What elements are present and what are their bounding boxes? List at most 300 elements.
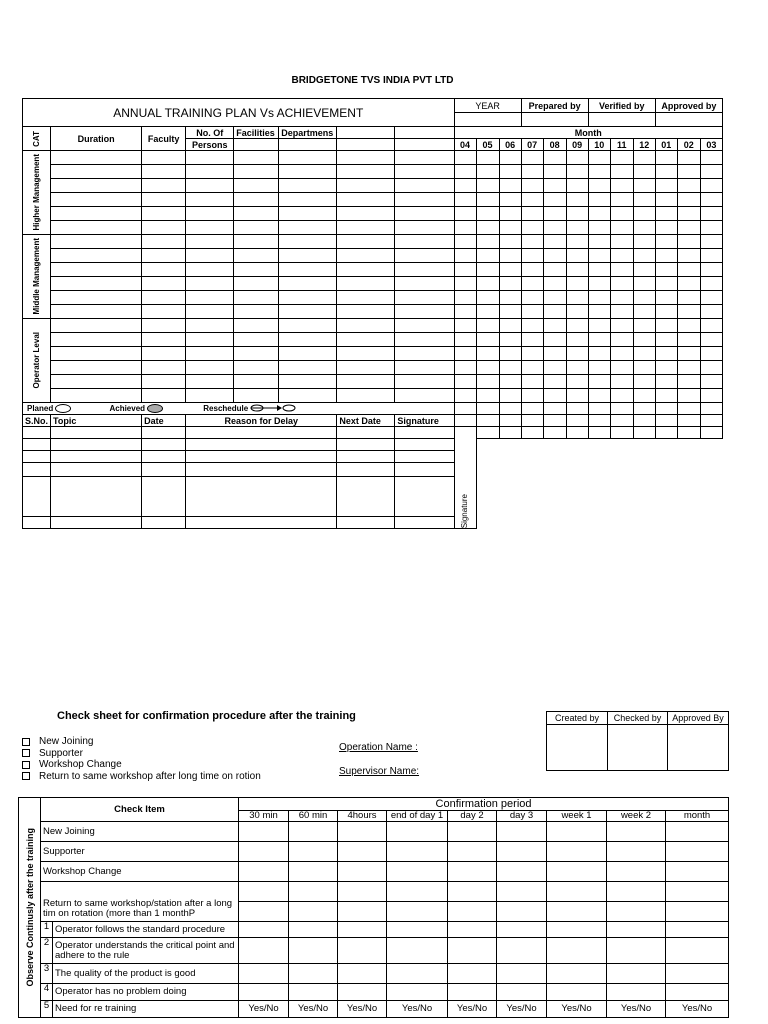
verified-by-value[interactable]	[588, 113, 655, 127]
checked-by-signature[interactable]	[608, 725, 668, 771]
grid-cell[interactable]	[499, 333, 521, 347]
grid-cell[interactable]	[234, 361, 279, 375]
grid-cell[interactable]	[610, 319, 633, 333]
grid-cell[interactable]	[521, 319, 543, 333]
period-cell[interactable]	[448, 984, 497, 1001]
grid-cell[interactable]	[700, 415, 722, 427]
grid-cell[interactable]	[588, 207, 610, 221]
period-cell[interactable]	[497, 902, 547, 922]
grid-cell[interactable]	[23, 517, 51, 529]
grid-cell[interactable]	[543, 207, 566, 221]
grid-cell[interactable]	[142, 263, 186, 277]
grid-cell[interactable]	[566, 361, 588, 375]
grid-cell[interactable]	[454, 389, 476, 403]
grid-cell[interactable]	[476, 319, 499, 333]
grid-cell[interactable]	[454, 291, 476, 305]
grid-cell[interactable]	[588, 165, 610, 179]
grid-cell[interactable]	[521, 249, 543, 263]
grid-cell[interactable]	[337, 277, 395, 291]
grid-cell[interactable]	[633, 249, 655, 263]
grid-cell[interactable]	[633, 427, 655, 439]
grid-cell[interactable]	[655, 221, 677, 235]
grid-cell[interactable]	[279, 389, 337, 403]
grid-cell[interactable]	[677, 389, 700, 403]
grid-cell[interactable]	[521, 235, 543, 249]
grid-cell[interactable]	[234, 235, 279, 249]
period-cell[interactable]	[239, 984, 289, 1001]
grid-cell[interactable]	[395, 517, 454, 529]
grid-cell[interactable]	[499, 249, 521, 263]
option-supporter[interactable]: Supporter	[22, 748, 261, 760]
grid-cell[interactable]	[700, 427, 722, 439]
grid-cell[interactable]	[279, 263, 337, 277]
grid-cell[interactable]	[677, 319, 700, 333]
grid-cell[interactable]	[543, 263, 566, 277]
grid-cell[interactable]	[677, 151, 700, 165]
grid-cell[interactable]	[234, 221, 279, 235]
grid-cell[interactable]	[142, 151, 186, 165]
grid-cell[interactable]	[142, 277, 186, 291]
grid-cell[interactable]	[337, 477, 395, 517]
grid-cell[interactable]	[633, 263, 655, 277]
grid-cell[interactable]	[610, 361, 633, 375]
period-cell[interactable]	[387, 922, 448, 938]
grid-cell[interactable]	[566, 389, 588, 403]
period-cell[interactable]	[239, 862, 289, 882]
grid-cell[interactable]	[677, 347, 700, 361]
grid-cell[interactable]	[234, 179, 279, 193]
grid-cell[interactable]	[566, 305, 588, 319]
grid-cell[interactable]	[633, 403, 655, 415]
grid-cell[interactable]	[51, 375, 142, 389]
grid-cell[interactable]	[279, 249, 337, 263]
grid-cell[interactable]	[476, 179, 499, 193]
grid-cell[interactable]	[454, 235, 476, 249]
grid-cell[interactable]	[633, 235, 655, 249]
grid-cell[interactable]	[476, 347, 499, 361]
blank-header[interactable]	[395, 139, 454, 151]
grid-cell[interactable]	[476, 249, 499, 263]
grid-cell[interactable]	[633, 375, 655, 389]
grid-cell[interactable]	[700, 389, 722, 403]
grid-cell[interactable]	[142, 319, 186, 333]
grid-cell[interactable]	[655, 207, 677, 221]
grid-cell[interactable]	[454, 319, 476, 333]
grid-cell[interactable]	[700, 277, 722, 291]
grid-cell[interactable]	[655, 151, 677, 165]
grid-cell[interactable]	[543, 347, 566, 361]
grid-cell[interactable]	[454, 333, 476, 347]
period-cell[interactable]	[387, 902, 448, 922]
yes-no-cell[interactable]: Yes/No	[338, 1001, 387, 1018]
grid-cell[interactable]	[700, 291, 722, 305]
grid-cell[interactable]	[700, 207, 722, 221]
grid-cell[interactable]	[51, 151, 142, 165]
grid-cell[interactable]	[677, 403, 700, 415]
grid-cell[interactable]	[499, 235, 521, 249]
grid-cell[interactable]	[521, 333, 543, 347]
yes-no-cell[interactable]: Yes/No	[239, 1001, 289, 1018]
grid-cell[interactable]	[610, 151, 633, 165]
grid-cell[interactable]	[142, 463, 186, 477]
grid-cell[interactable]	[186, 165, 234, 179]
blank-header[interactable]	[279, 139, 337, 151]
grid-cell[interactable]	[454, 347, 476, 361]
grid-cell[interactable]	[521, 277, 543, 291]
grid-cell[interactable]	[51, 389, 142, 403]
grid-cell[interactable]	[395, 207, 454, 221]
grid-cell[interactable]	[454, 249, 476, 263]
prepared-by-value[interactable]	[521, 113, 588, 127]
grid-cell[interactable]	[633, 207, 655, 221]
period-cell[interactable]	[547, 938, 607, 964]
grid-cell[interactable]	[588, 235, 610, 249]
grid-cell[interactable]	[543, 415, 566, 427]
grid-cell[interactable]	[700, 319, 722, 333]
grid-cell[interactable]	[186, 151, 234, 165]
grid-cell[interactable]	[51, 221, 142, 235]
grid-cell[interactable]	[610, 389, 633, 403]
period-cell[interactable]	[607, 882, 666, 902]
grid-cell[interactable]	[337, 193, 395, 207]
grid-cell[interactable]	[454, 415, 476, 427]
grid-cell[interactable]	[633, 221, 655, 235]
period-cell[interactable]	[607, 902, 666, 922]
period-cell[interactable]	[387, 822, 448, 842]
grid-cell[interactable]	[476, 207, 499, 221]
grid-cell[interactable]	[521, 207, 543, 221]
grid-cell[interactable]	[234, 165, 279, 179]
period-cell[interactable]	[547, 862, 607, 882]
grid-cell[interactable]	[454, 375, 476, 389]
grid-cell[interactable]	[543, 375, 566, 389]
grid-cell[interactable]	[521, 179, 543, 193]
yes-no-cell[interactable]: Yes/No	[387, 1001, 448, 1018]
checkbox-icon[interactable]	[22, 761, 30, 769]
grid-cell[interactable]	[543, 235, 566, 249]
grid-cell[interactable]	[700, 305, 722, 319]
grid-cell[interactable]	[234, 375, 279, 389]
grid-cell[interactable]	[543, 389, 566, 403]
period-cell[interactable]	[448, 964, 497, 984]
period-cell[interactable]	[387, 842, 448, 862]
grid-cell[interactable]	[588, 277, 610, 291]
period-cell[interactable]	[239, 938, 289, 964]
grid-cell[interactable]	[610, 427, 633, 439]
grid-cell[interactable]	[395, 477, 454, 517]
grid-cell[interactable]	[566, 347, 588, 361]
grid-cell[interactable]	[700, 235, 722, 249]
approved-by-signature[interactable]	[668, 725, 729, 771]
period-cell[interactable]	[497, 882, 547, 902]
grid-cell[interactable]	[454, 151, 476, 165]
grid-cell[interactable]	[566, 235, 588, 249]
grid-cell[interactable]	[588, 291, 610, 305]
grid-cell[interactable]	[521, 151, 543, 165]
period-cell[interactable]	[497, 964, 547, 984]
grid-cell[interactable]	[142, 347, 186, 361]
blank-header[interactable]	[337, 139, 395, 151]
period-cell[interactable]	[448, 842, 497, 862]
grid-cell[interactable]	[677, 263, 700, 277]
grid-cell[interactable]	[186, 477, 337, 517]
grid-cell[interactable]	[543, 193, 566, 207]
grid-cell[interactable]	[51, 333, 142, 347]
option-new-joining[interactable]: New Joining	[22, 736, 261, 748]
grid-cell[interactable]	[337, 249, 395, 263]
grid-cell[interactable]	[337, 305, 395, 319]
grid-cell[interactable]	[655, 347, 677, 361]
grid-cell[interactable]	[499, 165, 521, 179]
grid-cell[interactable]	[186, 319, 234, 333]
grid-cell[interactable]	[395, 319, 454, 333]
grid-cell[interactable]	[588, 415, 610, 427]
grid-cell[interactable]	[521, 361, 543, 375]
grid-cell[interactable]	[476, 375, 499, 389]
period-cell[interactable]	[338, 902, 387, 922]
grid-cell[interactable]	[499, 179, 521, 193]
grid-cell[interactable]	[610, 263, 633, 277]
grid-cell[interactable]	[476, 165, 499, 179]
grid-cell[interactable]	[521, 221, 543, 235]
period-cell[interactable]	[448, 902, 497, 922]
grid-cell[interactable]	[51, 517, 142, 529]
grid-cell[interactable]	[142, 179, 186, 193]
grid-cell[interactable]	[655, 319, 677, 333]
grid-cell[interactable]	[499, 403, 521, 415]
grid-cell[interactable]	[476, 193, 499, 207]
grid-cell[interactable]	[655, 263, 677, 277]
grid-cell[interactable]	[395, 291, 454, 305]
grid-cell[interactable]	[186, 427, 337, 439]
grid-cell[interactable]	[51, 291, 142, 305]
grid-cell[interactable]	[23, 439, 51, 451]
grid-cell[interactable]	[499, 415, 521, 427]
period-cell[interactable]	[497, 938, 547, 964]
grid-cell[interactable]	[186, 193, 234, 207]
period-cell[interactable]	[666, 922, 729, 938]
grid-cell[interactable]	[279, 333, 337, 347]
grid-cell[interactable]	[633, 347, 655, 361]
period-cell[interactable]	[666, 938, 729, 964]
grid-cell[interactable]	[142, 221, 186, 235]
grid-cell[interactable]	[395, 463, 454, 477]
grid-cell[interactable]	[610, 375, 633, 389]
grid-cell[interactable]	[51, 249, 142, 263]
grid-cell[interactable]	[234, 291, 279, 305]
grid-cell[interactable]	[655, 375, 677, 389]
grid-cell[interactable]	[610, 415, 633, 427]
grid-cell[interactable]	[588, 221, 610, 235]
grid-cell[interactable]	[142, 451, 186, 463]
period-cell[interactable]	[607, 984, 666, 1001]
grid-cell[interactable]	[142, 333, 186, 347]
period-cell[interactable]	[547, 922, 607, 938]
grid-cell[interactable]	[234, 305, 279, 319]
grid-cell[interactable]	[588, 427, 610, 439]
grid-cell[interactable]	[633, 193, 655, 207]
period-cell[interactable]	[497, 862, 547, 882]
grid-cell[interactable]	[186, 235, 234, 249]
period-cell[interactable]	[448, 922, 497, 938]
grid-cell[interactable]	[476, 415, 499, 427]
grid-cell[interactable]	[499, 277, 521, 291]
grid-cell[interactable]	[279, 291, 337, 305]
grid-cell[interactable]	[588, 361, 610, 375]
grid-cell[interactable]	[476, 361, 499, 375]
grid-cell[interactable]	[234, 347, 279, 361]
grid-cell[interactable]	[633, 305, 655, 319]
grid-cell[interactable]	[395, 389, 454, 403]
grid-cell[interactable]	[476, 427, 499, 439]
period-cell[interactable]	[497, 984, 547, 1001]
grid-cell[interactable]	[655, 305, 677, 319]
grid-cell[interactable]	[566, 415, 588, 427]
grid-cell[interactable]	[186, 333, 234, 347]
period-cell[interactable]	[289, 922, 338, 938]
grid-cell[interactable]	[633, 333, 655, 347]
period-cell[interactable]	[289, 984, 338, 1001]
yes-no-cell[interactable]: Yes/No	[448, 1001, 497, 1018]
period-cell[interactable]	[289, 902, 338, 922]
period-cell[interactable]	[448, 862, 497, 882]
period-cell[interactable]	[547, 902, 607, 922]
grid-cell[interactable]	[677, 333, 700, 347]
grid-cell[interactable]	[337, 427, 395, 439]
grid-cell[interactable]	[610, 347, 633, 361]
grid-cell[interactable]	[655, 361, 677, 375]
grid-cell[interactable]	[521, 263, 543, 277]
grid-cell[interactable]	[51, 207, 142, 221]
grid-cell[interactable]	[279, 151, 337, 165]
period-cell[interactable]	[239, 882, 289, 902]
grid-cell[interactable]	[476, 263, 499, 277]
blank-header[interactable]	[234, 139, 279, 151]
grid-cell[interactable]	[337, 361, 395, 375]
grid-cell[interactable]	[700, 263, 722, 277]
checkbox-icon[interactable]	[22, 749, 30, 757]
grid-cell[interactable]	[142, 305, 186, 319]
grid-cell[interactable]	[543, 249, 566, 263]
grid-cell[interactable]	[521, 305, 543, 319]
grid-cell[interactable]	[279, 361, 337, 375]
grid-cell[interactable]	[566, 179, 588, 193]
grid-cell[interactable]	[186, 375, 234, 389]
period-cell[interactable]	[547, 822, 607, 842]
grid-cell[interactable]	[395, 439, 454, 451]
grid-cell[interactable]	[566, 165, 588, 179]
grid-cell[interactable]	[454, 361, 476, 375]
grid-cell[interactable]	[521, 193, 543, 207]
grid-cell[interactable]	[521, 427, 543, 439]
grid-cell[interactable]	[186, 517, 337, 529]
grid-cell[interactable]	[677, 207, 700, 221]
grid-cell[interactable]	[543, 151, 566, 165]
period-cell[interactable]	[448, 882, 497, 902]
period-cell[interactable]	[448, 938, 497, 964]
grid-cell[interactable]	[51, 347, 142, 361]
grid-cell[interactable]	[499, 427, 521, 439]
grid-cell[interactable]	[279, 165, 337, 179]
grid-cell[interactable]	[700, 361, 722, 375]
grid-cell[interactable]	[186, 361, 234, 375]
grid-cell[interactable]	[543, 319, 566, 333]
period-cell[interactable]	[497, 922, 547, 938]
grid-cell[interactable]	[234, 389, 279, 403]
grid-cell[interactable]	[588, 179, 610, 193]
grid-cell[interactable]	[633, 319, 655, 333]
grid-cell[interactable]	[476, 403, 499, 415]
grid-cell[interactable]	[454, 179, 476, 193]
grid-cell[interactable]	[610, 333, 633, 347]
grid-cell[interactable]	[337, 165, 395, 179]
grid-cell[interactable]	[279, 375, 337, 389]
grid-cell[interactable]	[588, 151, 610, 165]
grid-cell[interactable]	[566, 151, 588, 165]
grid-cell[interactable]	[700, 403, 722, 415]
grid-cell[interactable]	[234, 207, 279, 221]
grid-cell[interactable]	[51, 179, 142, 193]
grid-cell[interactable]	[610, 221, 633, 235]
grid-cell[interactable]	[142, 193, 186, 207]
grid-cell[interactable]	[633, 415, 655, 427]
period-cell[interactable]	[289, 842, 338, 862]
grid-cell[interactable]	[395, 249, 454, 263]
period-cell[interactable]	[547, 964, 607, 984]
grid-cell[interactable]	[543, 427, 566, 439]
grid-cell[interactable]	[588, 375, 610, 389]
grid-cell[interactable]	[521, 403, 543, 415]
grid-cell[interactable]	[610, 249, 633, 263]
grid-cell[interactable]	[337, 439, 395, 451]
period-cell[interactable]	[239, 922, 289, 938]
grid-cell[interactable]	[395, 179, 454, 193]
period-cell[interactable]	[338, 882, 387, 902]
grid-cell[interactable]	[700, 333, 722, 347]
created-by-signature[interactable]	[547, 725, 608, 771]
grid-cell[interactable]	[142, 165, 186, 179]
grid-cell[interactable]	[521, 389, 543, 403]
grid-cell[interactable]	[677, 193, 700, 207]
period-cell[interactable]	[607, 964, 666, 984]
grid-cell[interactable]	[476, 333, 499, 347]
period-cell[interactable]	[338, 938, 387, 964]
period-cell[interactable]	[289, 938, 338, 964]
grid-cell[interactable]	[610, 179, 633, 193]
grid-cell[interactable]	[234, 151, 279, 165]
period-cell[interactable]	[338, 984, 387, 1001]
grid-cell[interactable]	[655, 193, 677, 207]
grid-cell[interactable]	[521, 291, 543, 305]
grid-cell[interactable]	[51, 477, 142, 517]
yes-no-cell[interactable]: Yes/No	[289, 1001, 338, 1018]
grid-cell[interactable]	[337, 333, 395, 347]
grid-cell[interactable]	[476, 235, 499, 249]
grid-cell[interactable]	[633, 389, 655, 403]
grid-cell[interactable]	[395, 263, 454, 277]
grid-cell[interactable]	[677, 221, 700, 235]
grid-cell[interactable]	[279, 221, 337, 235]
grid-cell[interactable]	[51, 193, 142, 207]
grid-cell[interactable]	[395, 193, 454, 207]
grid-cell[interactable]	[543, 333, 566, 347]
grid-cell[interactable]	[566, 193, 588, 207]
grid-cell[interactable]	[700, 193, 722, 207]
grid-cell[interactable]	[677, 375, 700, 389]
period-cell[interactable]	[666, 882, 729, 902]
grid-cell[interactable]	[23, 463, 51, 477]
grid-cell[interactable]	[337, 375, 395, 389]
